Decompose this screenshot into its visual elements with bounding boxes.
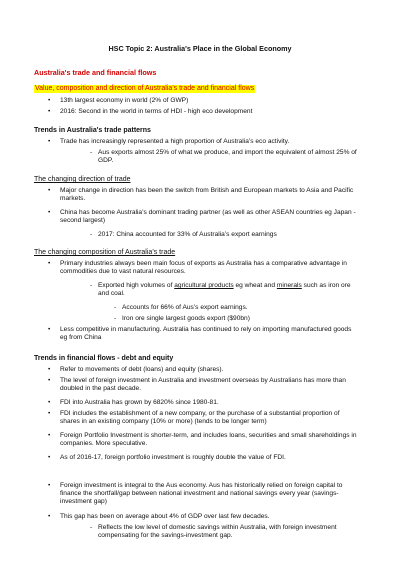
subheading-financial-flows: Trends in financial flows - debt and equity xyxy=(34,355,174,362)
bullet-item: • This gap has been on average about 4% of GDP over last few decades. xyxy=(60,513,360,521)
text-span: such as iron ore and coal. xyxy=(98,282,351,298)
subheading-trade-trends: Trends in Australia's trade patterns xyxy=(34,127,151,134)
bullet-item: • 13th largest economy in world (2% of GWP) xyxy=(60,97,360,105)
sub-bullet-item: - 2017: China accounted for 33% of Australia’s export earnings xyxy=(98,231,363,239)
document-title: HSC Topic 2: Australia's Place in the Global Economy xyxy=(108,44,292,53)
underlined-term: minerals xyxy=(276,282,302,289)
bullet-item: • 2016: Second in the world in terms of HDI - high eco development xyxy=(60,108,360,116)
bullet-item: • China has become Australia’s dominant trading partner (as well as other ASEAN countries eg Japan - second largest) xyxy=(60,209,360,225)
highlighted-heading: Value, composition and direction of Australia’s trade and financial flows xyxy=(35,85,255,92)
bullet-item: • As of 2016-17, foreign portfolio investment is roughly double the value of FDI. xyxy=(60,454,360,462)
sub-sub-bullet-item: - Iron ore single largest goods export ($90bn) xyxy=(122,315,362,323)
bullet-item: • Primary industries always been main focus of exports as Australia has a comparative advantage in commodities due to vast natural resources. xyxy=(60,260,360,276)
bullet-item: • Refer to movements of debt (loans) and equity (shares). xyxy=(60,366,360,374)
sub-bullet-item: - Aus exports almost 25% of what we produce, and import the equivalent of almost 25% of GDP. xyxy=(98,149,363,165)
bullet-item: • The level of foreign investment in Australia and investment overseas by Australians has more than doubled in the past decade. xyxy=(60,377,360,393)
bullet-item: • Foreign Portfolio Investment is shorter-term, and includes loans, securities and small shareholdings in companies. More speculative. xyxy=(60,432,360,448)
sub-sub-bullet-item: - Accounts for 66% of Aus’s export earnings. xyxy=(122,304,362,312)
section-heading: Australia's trade and financial flows xyxy=(34,68,157,77)
bullet-item: • FDI includes the establishment of a new company, or the purchase of a substantial proportion of shares in an existing company (10% or more) (tends to be longer term) xyxy=(60,410,360,426)
bullet-item: • FDI into Australia has grown by 6820% since 1980-81. xyxy=(60,399,360,407)
subheading-composition: The changing composition of Australia’s trade xyxy=(34,249,176,256)
bullet-item: • Foreign investment is integral to the Aus economy. Aus has historically relied on foreign capital to finance the shortfall/gap between national investment and national savings every year (savings-investment gap) xyxy=(60,482,360,507)
text-span: eg wheat and xyxy=(233,282,277,289)
bullet-item: • Major change in direction has been the switch from British and European markets to Asia and Pacific markets. xyxy=(60,187,360,203)
underlined-term: agricultural products xyxy=(174,282,234,289)
bullet-item: • Less competitive in manufacturing. Australia has continued to rely on importing manufactured goods eg from China xyxy=(60,326,360,342)
sub-bullet-item xyxy=(98,282,363,298)
sub-bullet-item: - Reflects the low level of domestic savings within Australia, with foreign investment compensating for the savings-investment gap. xyxy=(98,524,363,540)
subheading-direction: The changing direction of trade xyxy=(34,176,131,183)
bullet-item: • Trade has increasingly represented a high proportion of Australia’s eco activity. xyxy=(60,138,360,146)
text-span: Exported high volumes of xyxy=(98,282,175,289)
